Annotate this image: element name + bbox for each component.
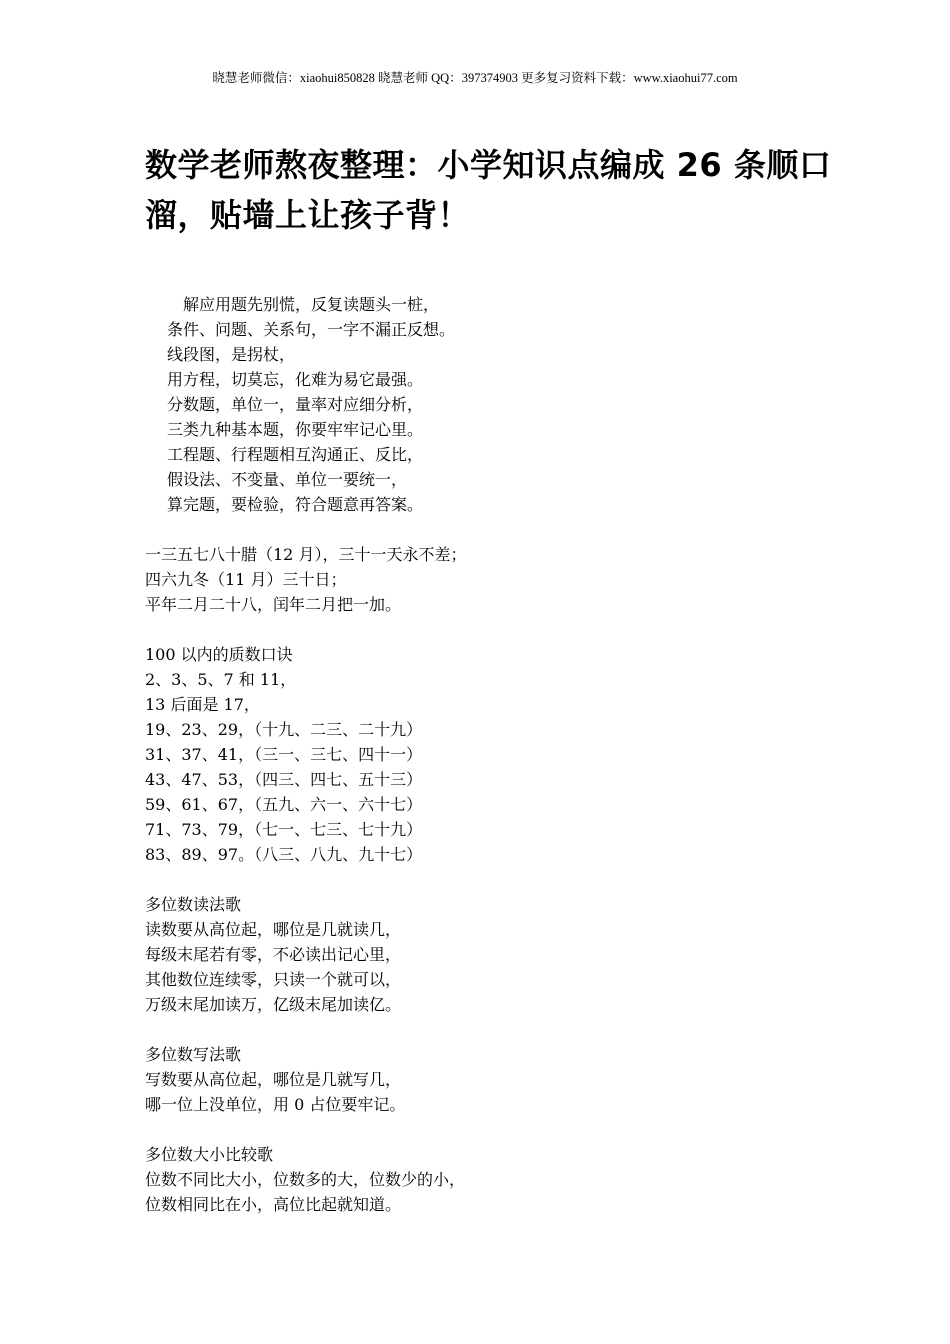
poem-line: 2、3、5、7 和 11， <box>145 670 297 689</box>
document-title: 数学老师熬夜整理：小学知识点编成 26 条顺口溜，贴墙上让孩子背！ <box>145 146 832 234</box>
poem-line: 条件、问题、关系句，一字不漏正反想。 <box>167 320 456 339</box>
months-poem <box>145 542 845 617</box>
poem-line: 分数题，单位一，量率对应细分析， <box>167 395 424 414</box>
poem-line: 其他数位连续零，只读一个就可以， <box>145 970 402 989</box>
poem-line: 解应用题先别慌，反复读题头一桩， <box>183 295 440 314</box>
section-heading: 多位数读法歌 <box>145 895 242 914</box>
section-heading: 100 以内的质数口诀 <box>145 645 293 664</box>
poem-line: 读数要从高位起，哪位是几就读几， <box>145 920 402 939</box>
poem-line: 四六九冬（11 月）三十日； <box>145 570 347 589</box>
poem-line: 71、73、79，（七一、七三、七十九） <box>145 820 423 839</box>
poem-line: 位数不同比大小，位数多的大，位数少的小， <box>145 1170 466 1189</box>
poem-line: 万级末尾加读万，亿级末尾加读亿。 <box>145 995 402 1014</box>
poem-line: 用方程，切莫忘，化难为易它最强。 <box>167 370 424 389</box>
poem-line: 三类九种基本题，你要牢牢记心里。 <box>167 420 424 439</box>
section-heading: 多位数大小比较歌 <box>145 1145 274 1164</box>
poem-line: 每级末尾若有零，不必读出记心里， <box>145 945 402 964</box>
poem-line: 工程题、行程题相互沟通正、反比， <box>167 445 424 464</box>
word-problem-poem <box>145 292 845 517</box>
section-heading: 多位数写法歌 <box>145 1045 242 1064</box>
poem-line: 59、61、67，（五九、六一、六十七） <box>145 795 423 814</box>
poem-line: 平年二月二十八，闰年二月把一加。 <box>145 595 402 614</box>
poem-line: 13 后面是 17， <box>145 695 260 714</box>
poem-line: 43、47、53，（四三、四七、五十三） <box>145 770 423 789</box>
poem-line: 83、89、97。（八三、八九、九十七） <box>145 845 423 864</box>
reading-section <box>145 892 845 1017</box>
writing-section <box>145 1042 845 1117</box>
poem-line: 假设法、不变量、单位一要统一， <box>167 470 408 489</box>
poem-line: 哪一位上没单位，用 0 占位要牢记。 <box>145 1095 406 1114</box>
poem-line: 19、23、29，（十九、二三、二十九） <box>145 720 423 739</box>
poem-line: 一三五七八十腊（12 月），三十一天永不差； <box>145 545 467 564</box>
primes-section <box>145 642 845 867</box>
page-header: 晓慧老师微信：xiaohui850828 晓慧老师 QQ：397374903 更多复习资料下载：www.xiaohui77.com <box>212 71 738 85</box>
comparing-section <box>145 1142 845 1217</box>
poem-line: 位数相同比在小，高位比起就知道。 <box>145 1195 402 1214</box>
poem-line: 写数要从高位起，哪位是几就写几， <box>145 1070 402 1089</box>
poem-line: 算完题，要检验，符合题意再答案。 <box>167 495 424 514</box>
document-body <box>145 292 845 1217</box>
poem-line: 31、37、41，（三一、三七、四十一） <box>145 745 423 764</box>
poem-line: 线段图，是拐杖， <box>167 345 296 364</box>
